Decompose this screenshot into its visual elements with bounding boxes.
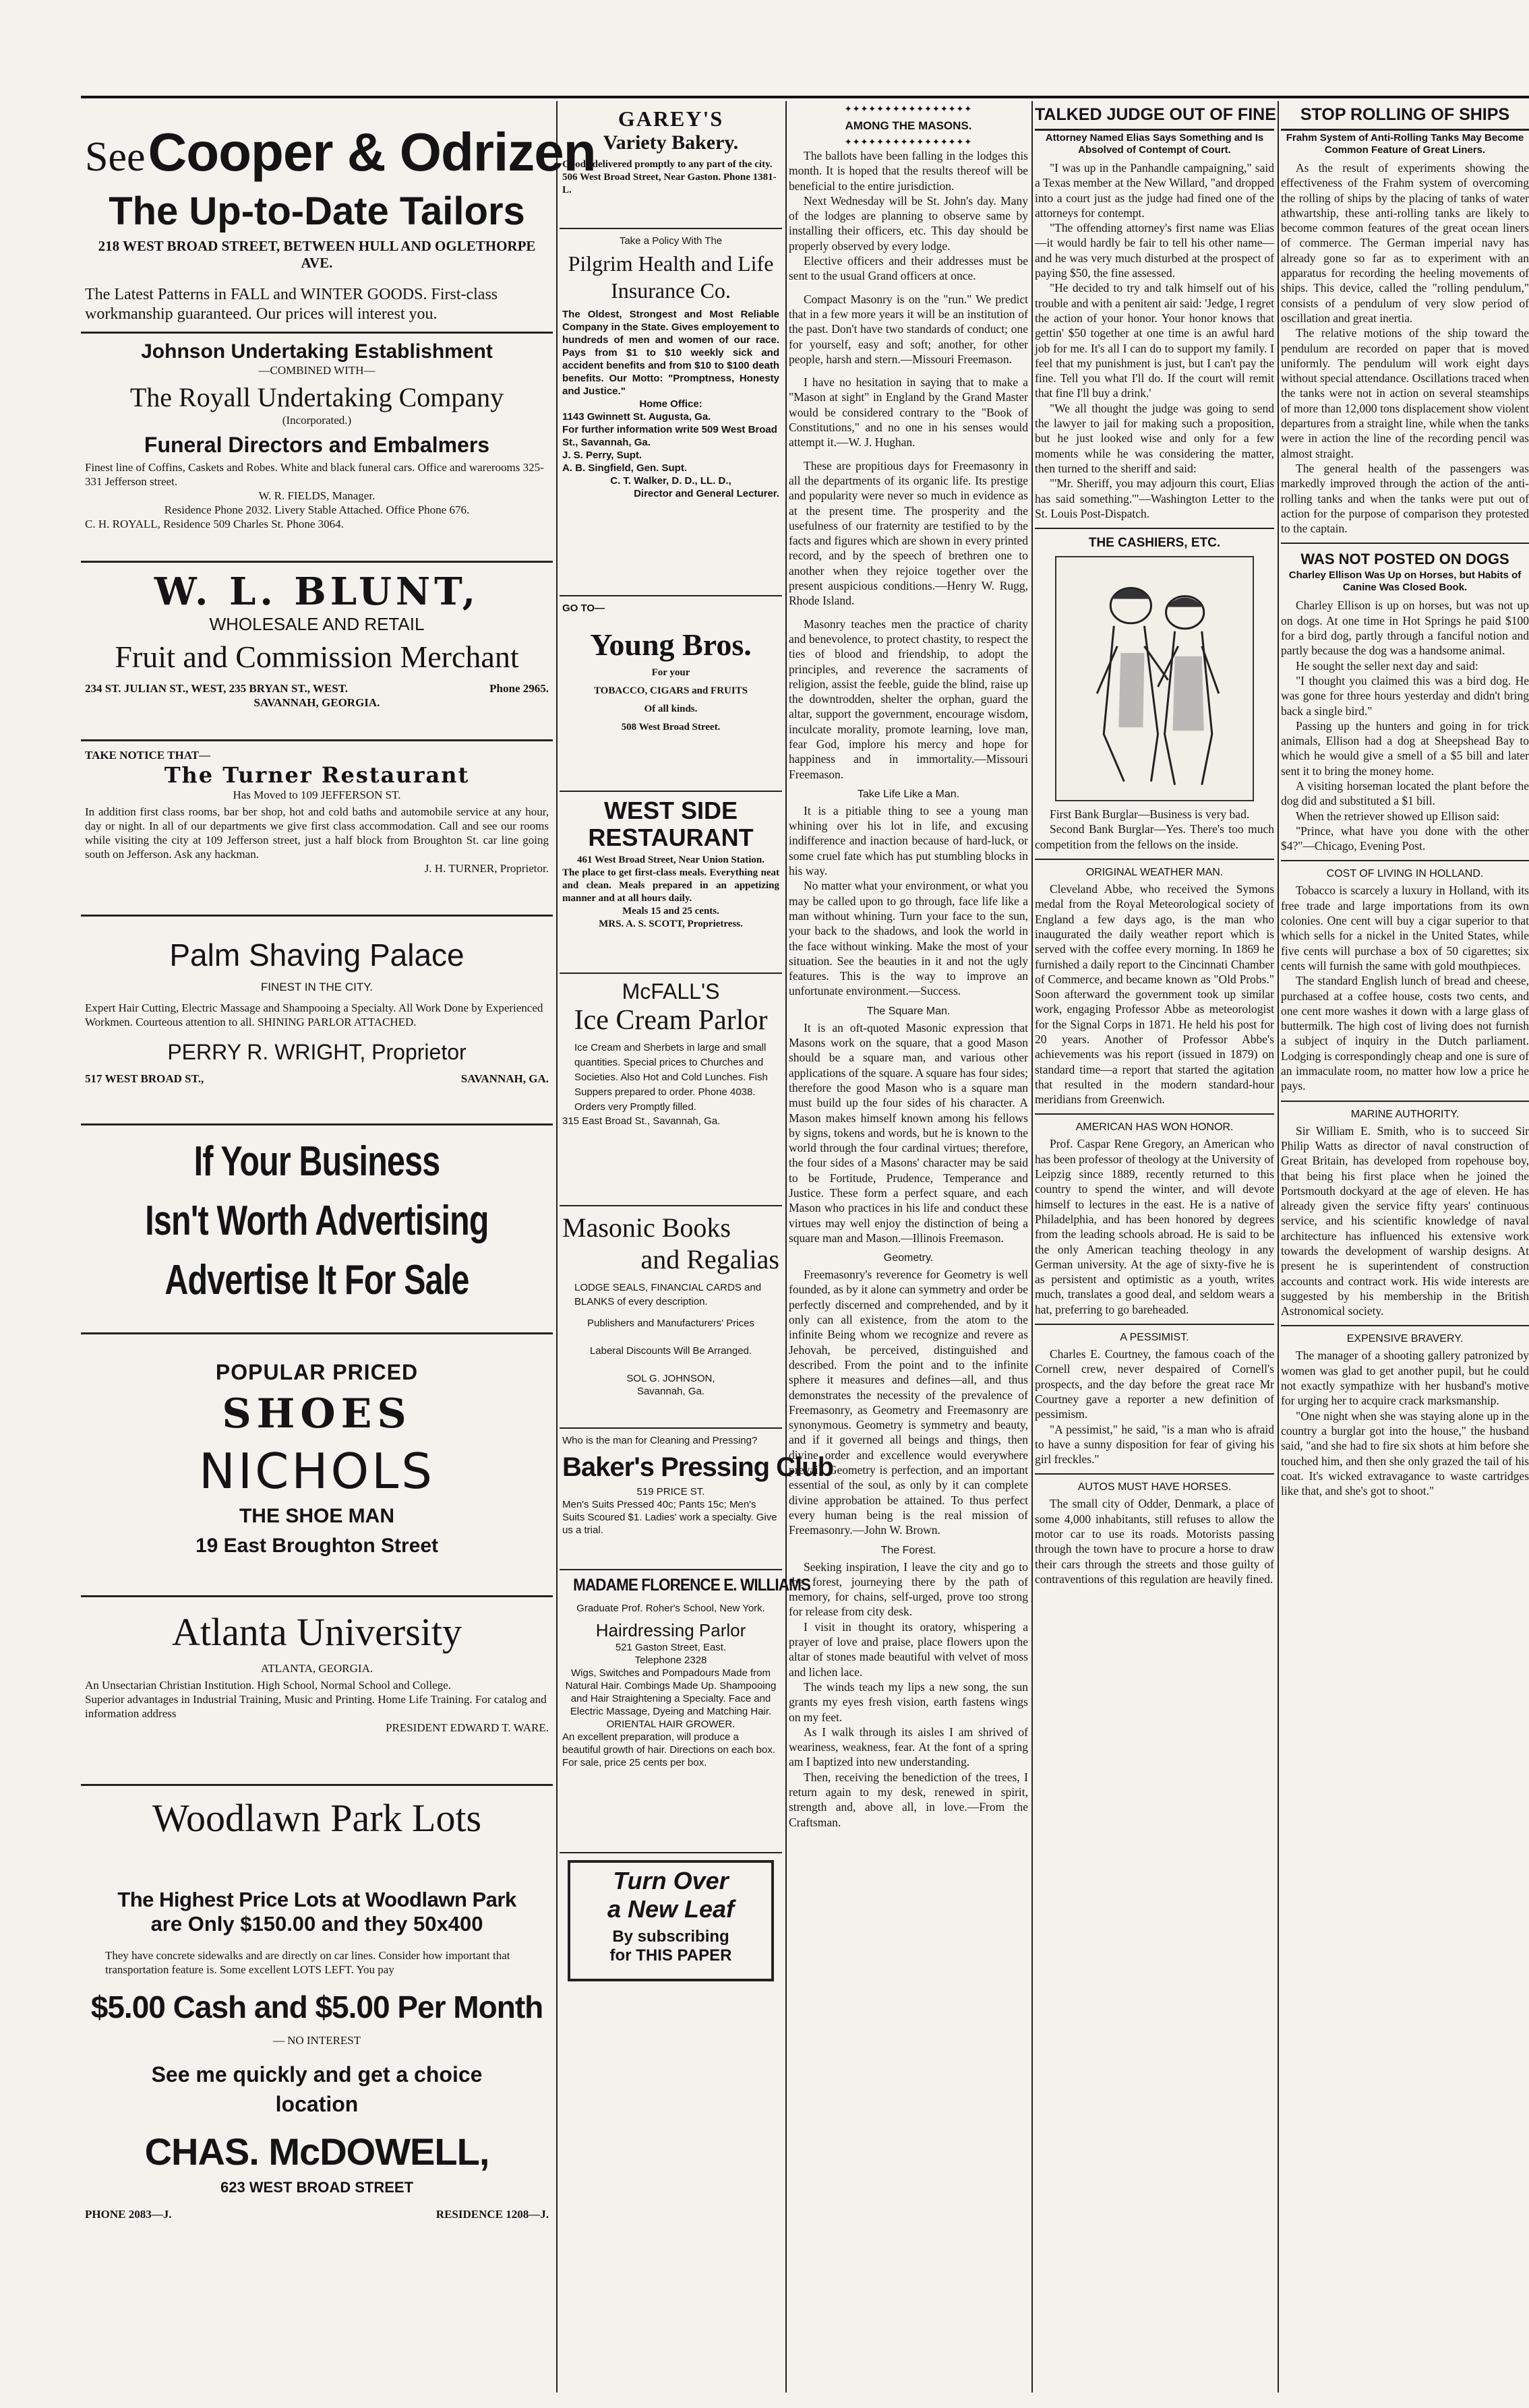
shoes-address: 19 East Broughton Street — [195, 1535, 439, 1557]
woodlawn-interest: — NO INTEREST — [272, 2034, 361, 2047]
atlanta-text-2: Superior advantages in Industrial Training, Music and Printing. Home Life Training. For catalog and information address — [85, 1693, 547, 1720]
section-heading: MARINE AUTHORITY. — [1350, 1108, 1460, 1120]
paragraph: He sought the seller next day and said: — [1296, 658, 1478, 673]
blunt-address: 234 ST. JULIAN ST., WEST, 235 BRYAN ST., WEST. — [85, 682, 349, 695]
ad-young-bros — [560, 596, 782, 792]
section-heading: EXPENSIVE BRAVERY. — [1346, 1333, 1464, 1345]
ad-cooper-odrizen — [81, 101, 596, 334]
column-4-articles — [1035, 101, 1274, 1586]
section-heading: The Square Man. — [866, 1005, 951, 1017]
williams-text-2: An excellent preparation, will produce a beautiful growth of hair. Directions on each box. For sale, price 25 cents per box. — [562, 1731, 776, 1768]
paragraph: The manager of a shooting gallery patronized by women was glad to get another pupil, but he could not exactly sympathize with her husband's motive for urging her to acquire crack marksmanship. — [1281, 1349, 1529, 1408]
williams-grad: Graduate Prof. Roher's School, New York. — [576, 1603, 765, 1614]
turner-notice: TAKE NOTICE THAT— — [85, 749, 211, 762]
paragraph: The ballots have been falling in the lodges this month. It is hoped that the results thereof will be beneficial to the entire jurisdiction. — [789, 149, 1028, 193]
turnover-line-2: a New Leaf — [607, 1895, 735, 1923]
mcfall-sub: Ice Cream Parlor — [574, 1005, 768, 1036]
blunt-address-row — [85, 681, 549, 696]
palm-name: Palm Shaving Palace — [169, 937, 464, 973]
article-title: STOP ROLLING OF SHIPS — [1281, 101, 1529, 131]
baker-text: Men's Suits Pressed 40c; Pants 15c; Men's Suits Scoured $1. Ladies' work a specialty. Give us a trial. — [562, 1499, 777, 1536]
westside-address: 461 West Broad Street, Near Union Station. — [576, 855, 765, 865]
paragraph: When the retriever showed up Ellison said: — [1296, 809, 1500, 823]
westside-prop: MRS. A. S. SCOTT, Proprietress. — [599, 919, 743, 929]
ad-masonic-books — [560, 1206, 782, 1429]
turnover-line-3: By subscribing — [612, 1927, 729, 1946]
pilgrim-info: For further information write 509 West Broad St., Savannah, Ga. — [562, 424, 777, 448]
section-heading: Geometry. — [883, 1252, 934, 1264]
johnson-combined: —COMBINED WITH— — [258, 364, 376, 377]
palm-address-row — [85, 1072, 549, 1086]
young-address: 508 West Broad Street. — [621, 722, 721, 733]
section-heading: The Forest. — [880, 1544, 936, 1556]
paragraph: A visiting horseman located the plant before the dog did and substituted a $1 bill. — [1281, 778, 1529, 808]
palm-addr-left: 517 WEST BROAD ST., — [85, 1072, 204, 1085]
pilgrim-person-2: A. B. Singfield, Gen. Supt. — [562, 462, 688, 474]
mcfall-address: 315 East Broad St., Savannah, Ga. — [562, 1115, 721, 1127]
paragraph: "He decided to try and talk himself out of his trouble and with a penitent air said: 'Jedge, I regret the action of your honor. Your honor knows that gettin' $50 together at one time is an awful hard job for me. It's all I can do to support my family. I feel that my punishment is just, but I can't pay the fine. Tell you what I'll do. If the court will remit that fine I'll buy a drink.' — [1035, 281, 1274, 400]
column-2-ads — [560, 101, 834, 1988]
paragraph: I have no hesitation in saying that to make a "Mason at sight" in England by the Grand Master would be considered contrary to the "Book of Constitutions," and no one in his senses would attempt it.—W. J. Hughan. — [789, 375, 1028, 450]
woodlawn-line-2: are Only $150.00 and they 50x400 — [150, 1912, 483, 1936]
westside-meals: Meals 15 and 25 cents. — [622, 906, 719, 917]
ad-baker-pressing — [560, 1429, 834, 1570]
pilgrim-text: The Oldest, Strongest and Most Reliable Company in the State. Gives employement to hundreds of men and women of our race. Pays from $1 to $10 weekly sick and accident benefits and from $10 to $100 death benefits. Our Motto: "Promptness, Honesty and Justice." — [562, 309, 779, 397]
section-heading: COST OF LIVING IN HOLLAND. — [1326, 868, 1484, 880]
shoe-man: THE SHOE MAN — [239, 1505, 394, 1527]
ad-turn-over — [568, 1860, 774, 1981]
young-goods: TOBACCO, CIGARS and FRUITS — [593, 685, 748, 696]
ad-shoes-nichols — [81, 1334, 553, 1597]
turnover-line-1: Turn Over — [613, 1867, 729, 1894]
turner-moved: Has Moved to 109 JEFFERSON ST. — [233, 789, 401, 801]
royall-inc: (Incorporated.) — [282, 414, 352, 427]
mcdowell-phone: PHONE 2083—J. — [85, 2208, 172, 2221]
williams-grower: ORIENTAL HAIR GROWER. — [606, 1719, 736, 1730]
top-rule — [81, 96, 1529, 98]
paragraph: Prof. Caspar Rene Gregory, an American who has been professor of theology at the University of Leipzig since 1889, recently returned to this country to spend the winter, and will devote himself to lectures in the east. He is a native of Philadelphia, and has been honored by degrees from the leading schools abroad. He is said to be the only American teaching theology in any German university. At the age of sixty-five he is as persistent and optimistic as a youth, writes much, translates a good deal, and seldom wears a hat, preferring to go bareheaded. — [1035, 1137, 1274, 1316]
blunt-merchant: Fruit and Commission Merchant — [115, 640, 519, 674]
cartoon-illustration — [1055, 556, 1254, 801]
column-5-articles — [1281, 101, 1529, 1498]
masonic-line-2: and Regalias — [640, 1244, 779, 1274]
woodlawn-line-1: The Highest Price Lots at Woodlawn Park — [117, 1888, 516, 1911]
section-heading: AUTOS MUST HAVE HORSES. — [1077, 1481, 1232, 1493]
paragraph: The winds teach my lips a new song, the sun grants my eyes fresh vision, earth fastens wings on my feet. — [789, 1679, 1028, 1724]
column-rule — [1278, 101, 1279, 2392]
ad-johnson-undertaking — [81, 334, 553, 563]
woodlawn-name: Woodlawn Park Lots — [152, 1796, 482, 1840]
ad-garey-bakery — [560, 101, 782, 229]
masonic-city: Savannah, Ga. — [636, 1386, 705, 1397]
cooper-tagline: The Up-to-Date Tailors — [109, 189, 525, 233]
paragraph: I visit in thought its oratory, whispering a prayer of love and praise, place flowers upon the altar of stones made beautiful with velvet of moss and lichen lace. — [789, 1619, 1028, 1679]
masonic-name: SOL G. JOHNSON, — [626, 1373, 715, 1384]
paragraph: Tobacco is scarcely a luxury in Holland, with its free trade and large importations from its own colonies. One cent will buy a cigar superior to that which sells for a nickel in the United States, while five cents will purchase a box of 50 cigarettes; six cents will furnish the same with gold mouthpieces. — [1281, 884, 1529, 973]
pilgrim-name: Pilgrim Health and Life Insurance Co. — [568, 251, 774, 303]
mcdowell-residence: RESIDENCE 1208—J. — [436, 2208, 549, 2221]
atlanta-text-1: An Unsectarian Christian Institution. High School, Normal School and College. — [85, 1679, 451, 1692]
garey-text: Goods delivered promptly to any part of the city. 506 West Broad Street, Near Gaston. Phone 1381-L. — [562, 159, 777, 195]
mcdowell-phones — [85, 2207, 549, 2221]
turner-text: In addition first class rooms, bar ber shop, hot and cold baths and automobile service at any hour, day or night. In all of our departments we give first class accommodation. Call and see our rooms while visiting the city at 109 Jefferson street, just a half block from Broughton St. car line going south on Jefferson. Ask any hackman. — [85, 805, 549, 861]
mcdowell-name: CHAS. McDOWELL, — [144, 2130, 489, 2173]
paragraph: As the result of experiments showing the effectiveness of the Frahm system of overcoming the rolling of ships by the placing of tanks of water athwartship, these anti-rolling tanks are likely to become common features of the great ocean liners of commerce. The German imperial navy has already gone so far as to experiment with an apparatus for recording the heeling movements of ships. This device, called the "rolling pendulum," consists of a pendulum of very slow period of oscillation and great inertia. — [1281, 161, 1529, 325]
paragraph: "I was up in the Panhandle campaigning," said a Texas member at the New Willard, "and dropped into a court just as the judge had fined one of the attorneys for contempt. — [1035, 161, 1274, 220]
stars-border-top: ✦✦✦✦✦✦✦✦✦✦✦✦✦✦✦✦ — [844, 101, 973, 115]
article-subtitle: Frahm System of Anti-Rolling Tanks May Become Common Feature of Great Liners. — [1286, 132, 1524, 156]
cooper-text: The Latest Patterns in FALL and WINTER GOODS. First-class workmanship guaranteed. Our prices will interest you. — [85, 286, 498, 323]
paragraph: Passing up the hunters and going in for trick animals, Ellison had a dog at Sheepshead Bay to which he would give a smell of a $5 bill and later sent it to bring the money home. — [1281, 718, 1529, 778]
paragraph: It is a pitiable thing to see a young man whining over his lot in life, and excusing indifference and inaction because of hard-luck, or some cruel fate which has put stumbling blocks in his way. — [789, 803, 1028, 878]
shoes-word: SHOES — [222, 1390, 412, 1438]
palm-sub: FINEST IN THE CITY. — [260, 981, 373, 993]
paragraph: The general health of the passengers was markedly improved through the action of the anti-rolling tanks and when the tanks were put out of action for the purpose of comparison they protested to the captain. — [1281, 461, 1529, 536]
paragraph: Freemasonry's reverence for Geometry is well founded, as by it alone can symmetry and order be perfectly discerned and comprehended, and by it only can all existence, from the atom to the infinite Being whom we recognize and revere as Jehovah, be perceived, distinguished and described. From the point and to the infinite sphere it measures and defines—all, and thus demonstrates the necessity of the prevalence of Freemasonry, as Geometry and Freemasonry are synonymous. Geometry is symmetry and beauty, and if it governed all beings and things, then divine order and excellence would everywhere prevail. Geometry is perfection, and an important essential of the soul, as only by it can complete divine approbation be attained. To thus perfect every human being is the real mission of Freemasonry.—John W. Brown. — [789, 1268, 1028, 1537]
cooper-name: Cooper & Odrizen — [148, 122, 596, 182]
johnson-manager: W. R. FIELDS, Manager. — [258, 489, 376, 502]
pilgrim-address: 1143 Gwinnett St. Augusta, Ga. — [562, 411, 711, 423]
turnover-line-4: for THIS PAPER — [609, 1946, 732, 1965]
pilgrim-person-3: C. T. Walker, D. D., LL. D., — [610, 475, 731, 487]
ad-palm-shaving — [81, 917, 553, 1125]
young-for: For your — [651, 667, 690, 678]
business-line-2: Isn't Worth Advertising — [145, 1198, 489, 1244]
paragraph: It is an oft-quoted Masonic expression that Masons work on the square, that a good Mason should be a square man, and various other applications of the square. A square has four sides; therefore the good Mason who is a square man must build up the four sides of his character. A Mason makes himself known among his fellows by signs, tokens and words, but he is known to the world through the four cardinal virtues; therefore, the four sides of a Masons' character may be said to be Fortitude, Prudence, Temperance and Justice. These form a perfect square, and each Mason who practices in his life and conduct these virtues may well enjoy the distinction of being a square man and Mason.—Illinois Freemason. — [789, 1020, 1028, 1245]
blunt-phone: Phone 2965. — [489, 682, 549, 695]
paragraph: "A pessimist," he said, "is a man who is afraid to have a sunny disposition for fear of giving his girl freckles." — [1035, 1422, 1274, 1467]
masonic-publishers: Publishers and Manufacturers' Prices — [587, 1318, 754, 1329]
blunt-city: SAVANNAH, GEORGIA. — [253, 696, 380, 709]
paragraph: Cleveland Abbe, who received the Symons medal from the Royal Meteorological society of England a few days ago, is the man who inaugurated the daily weather report which is served with the coffee every morning. In 1869 he furnished a daily report to the Cincinnati Chamber of Commerce, and became known as "Old Probs." Soon afterward the government took up similar work, engaging Professor Abbe as meteorologist for the Signal Corps in 1871. He held his post for 20 years. Another of Professor Abbe's achievements was his report (issued in 1879) on standard time—a report that started the agitation that resulted in the modern standard-hour meridians from Greenwich. — [1035, 882, 1274, 1107]
palm-prop: PERRY R. WRIGHT, Proprietor — [167, 1040, 467, 1064]
cartoon-caption-2: Second Bank Burglar—Yes. There's too much competition from the fellows on the inside. — [1035, 822, 1274, 851]
garey-name: GAREY'S — [618, 106, 724, 131]
article-title: TALKED JUDGE OUT OF FINE — [1035, 101, 1274, 131]
paragraph: As I walk through its aisles I am shrived of weariness, weakness, fear. At the font of a spring am I baptized into new understanding. — [789, 1725, 1028, 1769]
paragraph: The relative motions of the ship toward the pendulum are recorded on paper that is moved uniformly. The pendulum will work eight days without special attendance. Oscillations traced when the tanks were not in action on several steamships of more than 12,000 tons displacement show violent departures from a straight line, while when the tanks were in action the line of the recording pencil was almost straight. — [1281, 326, 1529, 460]
paragraph: These are propitious days for Freemasonry in all the departments of its organic life. Its prestige and popularity were never so much in evidence as at the present time. The prosperity and the usefulness of our fraternity are testified to by the facts and figures which are shown in every printed record, and by the speech of brethren one to another when they rejoice together over the present auspicious conditions.—Henry W. Rugg, Rhode Island. — [789, 458, 1028, 608]
williams-address: 521 Gaston Street, East. — [615, 1642, 727, 1653]
turner-prop: J. H. TURNER, Proprietor. — [424, 862, 549, 875]
section-heading: ORIGINAL WEATHER MAN. — [1085, 867, 1224, 879]
article-title: WAS NOT POSTED ON DOGS — [1300, 551, 1509, 568]
atlanta-city: ATLANTA, GEORGIA. — [260, 1662, 373, 1675]
see-word: See — [85, 134, 146, 180]
masonic-line-1: Masonic Books — [562, 1212, 731, 1243]
royall-name: The Royall Undertaking Company — [129, 382, 504, 412]
column-rule — [785, 101, 787, 2392]
cartoon-caption-1: First Bank Burglar—Business is very bad. — [1050, 807, 1250, 822]
baker-address: 519 PRICE ST. — [636, 1486, 705, 1498]
column-rule — [1031, 101, 1033, 2392]
ad-west-side-restaurant — [560, 792, 782, 974]
ad-woodlawn — [81, 1786, 553, 2229]
pilgrim-person-1: J. S. Perry, Supt. — [562, 450, 642, 461]
baker-name: Baker's Pressing Club — [562, 1452, 834, 1482]
ad-blunt — [81, 563, 553, 741]
johnson-phones: Residence Phone 2032. Livery Stable Attached. Office Phone 676. — [164, 503, 470, 516]
westside-text: The place to get first-class meals. Everything neat and clean. Meals prepared in an appetizing manner and at all hours daily. — [562, 867, 779, 904]
paragraph: "We all thought the judge was going to send the lawyer to jail for making such a proposition, but he just looked wise and only for a few moments while he was considering the matter, then turned to the sheriff and said: — [1035, 401, 1274, 475]
ad-florence-williams — [560, 1570, 811, 1853]
westside-name: WEST SIDE RESTAURANT — [588, 797, 754, 851]
ad-turner-restaurant — [81, 741, 553, 917]
ad-atlanta-university — [81, 1597, 553, 1786]
williams-telephone: Telephone 2328 — [634, 1655, 707, 1666]
woodlawn-text: They have concrete sidewalks and are directly on car lines. Consider how important that transportation feature is. Some excellent LOTS LEFT. You pay — [105, 1949, 510, 1976]
article-subtitle: Charley Ellison Was Up on Horses, but Habits of Canine Was Closed Book. — [1288, 569, 1522, 594]
paragraph: Sir William E. Smith, who is to succeed Sir Philip Watts as director of naval construction of Great Britain, has developed from ropehouse boy, that being his first place when he joined the Portsmouth dockyard at the age of eleven. He has already given the service fifty years' continuous service, and his scientific knowledge of naval architecture has influenced his extensive work towards the development of warship designs. At present he is superintendent of construction accounts and contract work. His wide interests are suggested by his membership in the British Astronomical society. — [1281, 1123, 1529, 1318]
garey-sub: Variety Bakery. — [603, 131, 739, 154]
mcdowell-address: 623 WEST BROAD STREET — [220, 2179, 414, 2196]
pilgrim-office: Home Office: — [639, 398, 702, 410]
business-line-3: Advertise It For Sale — [164, 1257, 469, 1303]
mcfall-text: Ice Cream and Sherbets in large and small quantities. Special prices to Churches and Societies. Also Hot and Cold Lunches. Fish Suppers prepared to order. Phone 4038. Orders very Promptly filled. — [574, 1042, 768, 1113]
paragraph: "'Mr. Sheriff, you may adjourn this court, Elias has said something.'"—Washington Letter to the St. Louis Post-Dispatch. — [1035, 476, 1274, 520]
column-rule — [556, 101, 558, 2392]
column-3-masons — [789, 101, 1028, 1830]
paragraph: "I thought you claimed this was a bird dog. He was gone for three hours yesterday and didn't bring back a single bird." — [1281, 673, 1529, 718]
business-line-1: If Your Business — [193, 1138, 440, 1185]
cooper-headline — [85, 121, 596, 183]
johnson-title: Johnson Undertaking Establishment — [141, 340, 493, 363]
paragraph: Compact Masonry is on the "run." We predict that in a few more years it will be an institution of the past. Don't have two standards of conduct; one for yourself, easy and soft; another, for other people, harsh and stern.—Missouri Freemason. — [789, 292, 1028, 366]
burglars-drawing-icon — [1056, 557, 1253, 800]
ad-mcfalls — [560, 974, 782, 1206]
blunt-sub: WHOLESALE AND RETAIL — [209, 614, 425, 634]
woodlawn-cash: $5.00 Cash and $5.00 Per Month — [90, 1989, 543, 2025]
johnson-royall: C. H. ROYALL, Residence 509 Charles St. Phone 3064. — [85, 518, 344, 530]
nichols-word: NICHOLS — [199, 1443, 435, 1500]
ad-pilgrim-insurance — [560, 229, 782, 596]
atlanta-president: PRESIDENT EDWARD T. WARE. — [386, 1721, 549, 1734]
paragraph: Masonry teaches men the practice of charity and benevolence, to protect chastity, to respect the ties of blood and friendship, to adopt the principles, and reverence the sacraments of religion, assist the feeble, guide the blind, raise up the downtrodden, shelter the orphan, guard the altar, support the government, encourage wisdom, inculcate morality, promote learning, love man, fear God, implore his mercy and hope for happiness and in immortality.—Missouri Freemason. — [789, 617, 1028, 781]
paragraph: "The offending attorney's first name was Elias—it would hardly be fair to tell his other name—and he was very much disturbed at the prospect of paying $50, the fine assessed. — [1035, 221, 1274, 280]
williams-name: MADAME FLORENCE E. WILLIAMS — [573, 1576, 811, 1595]
ad-business — [81, 1125, 553, 1334]
cooper-address: 218 WEST BROAD STREET, BETWEEN HULL AND OGLETHORPE AVE. — [98, 238, 536, 271]
palm-addr-right: SAVANNAH, GA. — [460, 1072, 549, 1085]
williams-parlor: Hairdressing Parlor — [595, 1620, 746, 1640]
pilgrim-person-4: Director and General Lecturer. — [634, 488, 779, 499]
section-heading: Take Life Like a Man. — [857, 788, 960, 800]
article-title: AMONG THE MASONS. — [845, 119, 972, 132]
funeral-directors: Funeral Directors and Embalmers — [144, 433, 490, 457]
atlanta-name: Atlanta University — [171, 1610, 462, 1654]
pilgrim-take: Take a Policy With The — [619, 235, 723, 247]
woodlawn-see: See me quickly and get a choice location — [151, 2062, 483, 2116]
young-name: Young Bros. — [590, 627, 752, 662]
paragraph: Elective officers and their addresses must be sent to the usual Grand officers at once. — [789, 254, 1028, 283]
johnson-text: Finest line of Coffins, Caskets and Robes. White and black funeral cars. Office and warerooms 325-331 Jefferson street. — [85, 461, 544, 488]
shoes-popular: POPULAR PRICED — [215, 1360, 419, 1384]
baker-question: Who is the man for Cleaning and Pressing? — [562, 1435, 758, 1446]
paragraph: Next Wednesday will be St. John's day. Many of the lodges are planning to observe same by installing their officers, etc. This day should be properly observed by every lodge. — [789, 193, 1028, 253]
palm-text: Expert Hair Cutting, Electric Massage and Shampooing a Specialty. All Work Done by Experienced Workmen. Courteous attention to all. SHINING PARLOR ATTACHED. — [85, 1001, 543, 1028]
section-heading: A PESSIMIST. — [1120, 1332, 1189, 1344]
paragraph: Charley Ellison is up on horses, but was not up on dogs. At one time in Hot Springs he paid $100 for a bird dog, partly through a fanciful notion and partly because the dog was a handsome animal. — [1281, 598, 1529, 658]
paragraph: Then, receiving the benediction of the trees, I return again to my desk, renewed in spirit, strength and, above all, in love.—From the Craftsman. — [789, 1770, 1028, 1829]
blunt-name: W. L. BLUNT, — [154, 569, 480, 614]
mcfall-name: McFALL'S — [622, 979, 720, 1004]
paragraph: "One night when she was staying alone up in the country a burglar got into the house," the husband said, "and she had to fire six shots at him before she touched him, and then she only grazed the tail of his coat. It's wicked extravagance to waste cartridges like that, and she's got to shoot." — [1281, 1409, 1529, 1498]
masonic-text: LODGE SEALS, FINANCIAL CARDS and BLANKS of every description. — [574, 1282, 762, 1307]
paragraph: Charles E. Courtney, the famous coach of the Cornell crew, never despaired of Cornell's prospects, and the day before the great race Mr Courtney gave a reporter a new definition of pessimism. — [1035, 1347, 1274, 1421]
stars-border-bottom: ✦✦✦✦✦✦✦✦✦✦✦✦✦✦✦✦ — [844, 134, 973, 148]
williams-text: Wigs, Switches and Pompadours Made from Natural Hair. Combings Made Up. Shampooing and Hair Straightening a Specialty. Face and Electric Massage, Dyeing and Matching Hair. — [565, 1667, 777, 1717]
turner-name: The Turner Restaurant — [164, 762, 470, 788]
paragraph: Seeking inspiration, I leave the city and go to the forest, journeying there by the path of memory, for chains, self-urged, prove too strong for release from city desk. — [789, 1560, 1028, 1619]
cartoon-title: THE CASHIERS, ETC. — [1088, 536, 1221, 551]
section-heading: AMERICAN HAS WON HONOR. — [1075, 1121, 1234, 1134]
masonic-discounts: Laberal Discounts Will Be Arranged. — [589, 1345, 752, 1357]
young-kinds: Of all kinds. — [644, 704, 698, 714]
young-goto: GO TO— — [562, 603, 605, 614]
article-subtitle: Attorney Named Elias Says Something and Is Absolved of Contempt of Court. — [1045, 132, 1264, 156]
paragraph: The small city of Odder, Denmark, a place of some 4,000 inhabitants, still refuses to allow the motor car to use its roads. Motorists passing through the town have to procure a horse to draw their cars through the streets and those guilty of contraventions of this regulation are heavily fined. — [1035, 1497, 1274, 1586]
paragraph: The standard English lunch of bread and cheese, purchased at a coffee house, costs two cents, and one cent more washes it down with a large glass of buttermilk. The high cost of living does not furnish a subject of inquiry in the Dutch parliament. Lodging is correspondingly cheap and one is sure of an immaculate room, no matter how low a price he pays. — [1281, 974, 1529, 1093]
paragraph: No matter what your environment, or what you may be called upon to go through, face life like a man without whining. Turn your face to the sun, your back to the shadows, and look the world in the face without winking. Make the most of your situation. See the beauties in it and not the ugly features. This is the way to improve an unfortunate environment.—Success. — [789, 879, 1028, 998]
paragraph: "Prince, what have you done with the other $4?"—Chicago, Evening Post. — [1281, 824, 1529, 853]
